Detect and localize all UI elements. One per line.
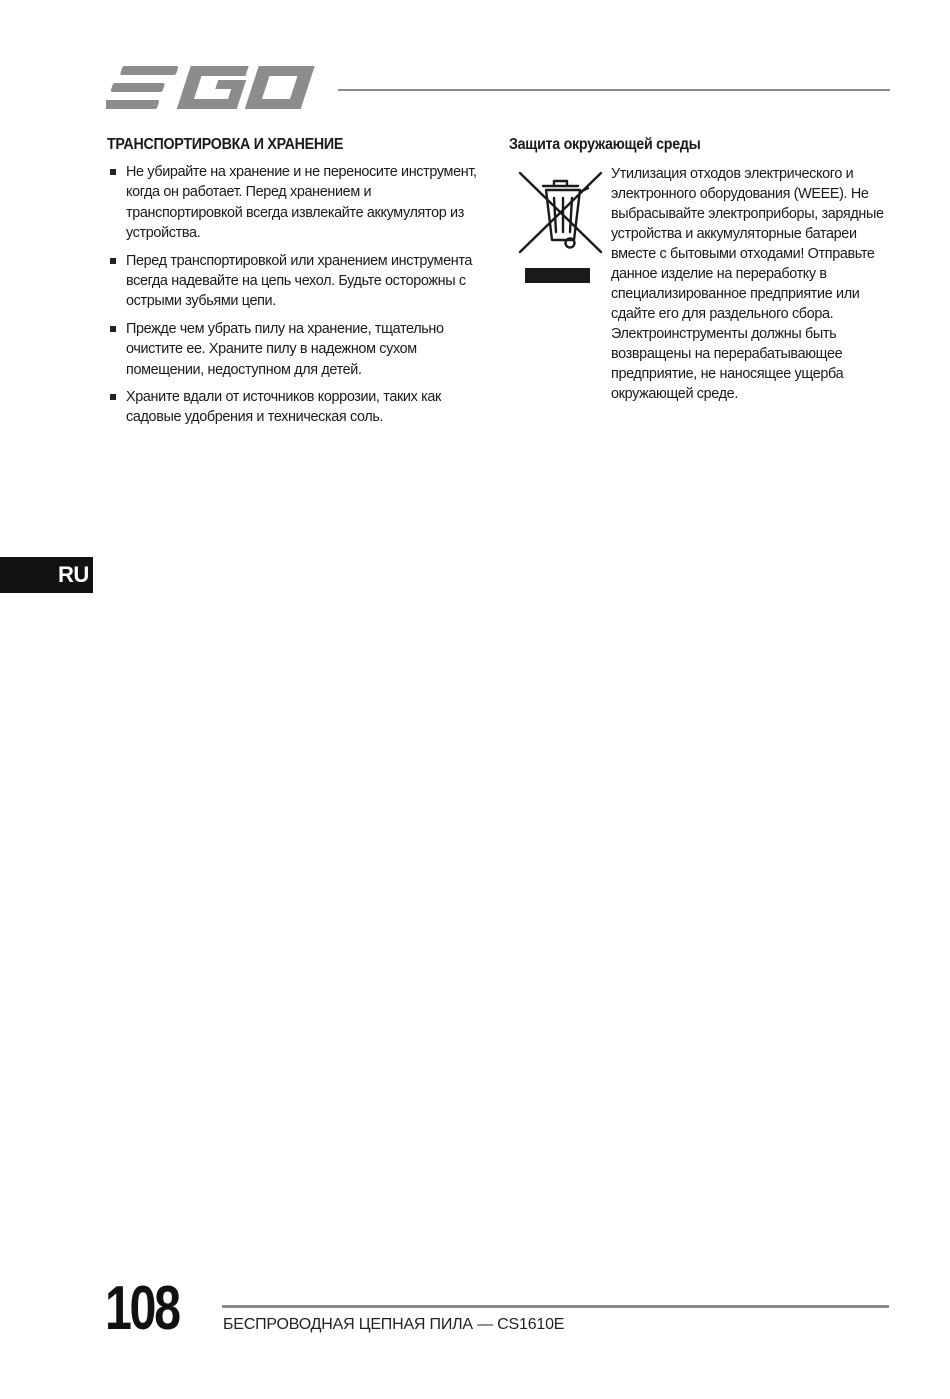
square-bullet-icon xyxy=(110,169,116,175)
square-bullet-icon xyxy=(110,258,116,264)
list-item xyxy=(107,162,487,244)
list-item-text: Перед транспортировкой или хранением инструмента всегда надевайте на цепь чехол. Будьте осторожны с острыми зубьями цепи. xyxy=(126,252,473,310)
square-bullet-icon xyxy=(110,394,116,400)
list-item xyxy=(107,251,487,312)
language-tab: RU xyxy=(0,557,93,593)
list-item-text: Храните вдали от источников коррозии, таких как садовые удобрения и техническая соль. xyxy=(126,389,441,426)
ego-logo xyxy=(106,62,320,114)
environment-section xyxy=(509,136,899,402)
page-number: 108 xyxy=(105,1274,179,1343)
transport-storage-title: ТРАНСПОРТИРОВКА И ХРАНЕНИЕ xyxy=(107,136,344,153)
transport-storage-list xyxy=(107,162,487,428)
crossed-out-wheelie-bin-icon xyxy=(517,170,607,290)
footer-title: БЕСПРОВОДНАЯ ЦЕПНАЯ ПИЛА — CS1610E xyxy=(223,1316,565,1333)
list-item xyxy=(107,319,487,380)
transport-storage-section xyxy=(107,136,487,435)
header-rule xyxy=(338,89,890,91)
list-item xyxy=(107,387,487,428)
list-item-text: Не убирайте на хранение и не переносите инструмент, когда он работает. Перед хранением и транспортировкой всегда извлекайте аккумулятор из устройства. xyxy=(126,164,477,242)
environment-text: Утилизация отходов электрического и электронного оборудования (WEEE). Не выбрасывайте электроприборы, зарядные устройства и аккумуляторные батареи вместе с бытовыми отходами! Отправьте данное изделие на переработку в специализированное предприятие или сдайте его для раздельного сбора. Электроинструменты должны быть возвращены на перерабатывающее предприятие, не наносящее ущерба окружающей среде. xyxy=(611,166,884,402)
footer-rule xyxy=(222,1305,889,1308)
environment-title: Защита окружающей среды xyxy=(509,136,701,153)
list-item-text: Прежде чем убрать пилу на хранение, тщательно очистите ее. Храните пилу в надежном сухом помещении, недоступном для детей. xyxy=(126,320,444,378)
square-bullet-icon xyxy=(110,326,116,332)
